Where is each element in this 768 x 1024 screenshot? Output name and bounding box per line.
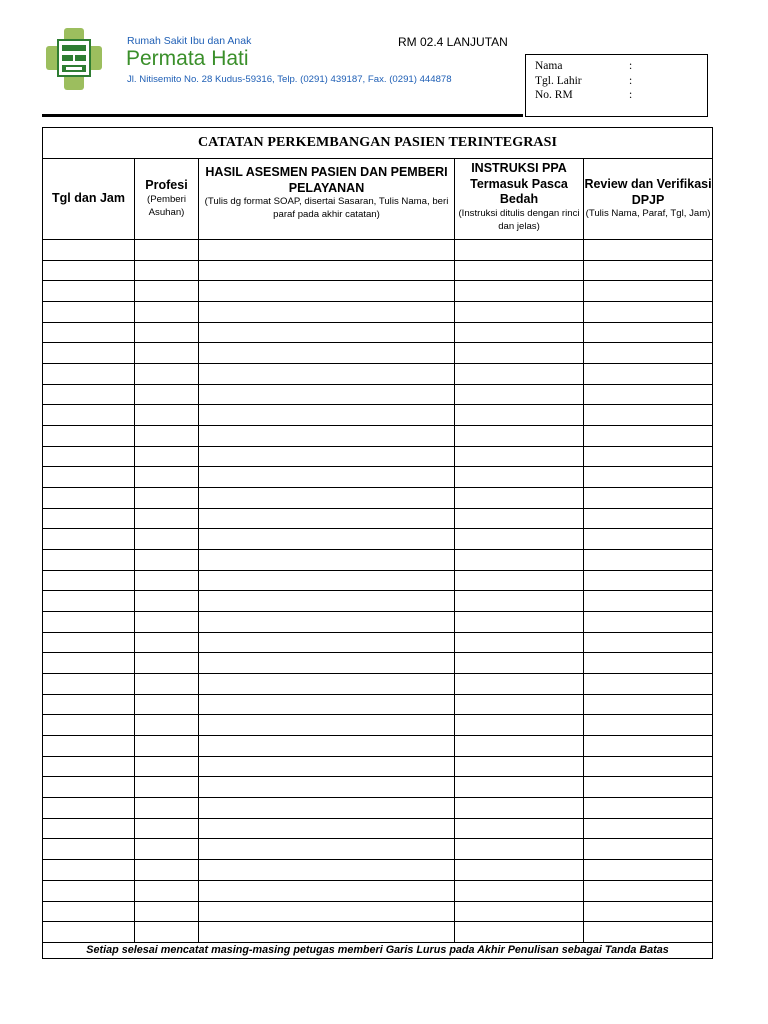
review-cell[interactable]	[584, 467, 713, 488]
profession-cell[interactable]	[135, 674, 199, 695]
review-cell[interactable]	[584, 736, 713, 757]
column-header-assessment	[199, 159, 455, 240]
date-time-cell[interactable]	[43, 384, 135, 405]
review-cell[interactable]	[584, 508, 713, 529]
profession-cell[interactable]	[135, 240, 199, 261]
review-cell[interactable]	[584, 839, 713, 860]
table-row	[43, 281, 713, 302]
date-time-cell[interactable]	[43, 529, 135, 550]
assessment-cell[interactable]	[199, 260, 455, 281]
date-time-cell[interactable]	[43, 736, 135, 757]
column-header-review	[584, 159, 713, 240]
date-time-cell[interactable]	[43, 446, 135, 467]
profession-cell[interactable]	[135, 446, 199, 467]
table-row	[43, 467, 713, 488]
assessment-cell[interactable]	[199, 281, 455, 302]
assessment-cell[interactable]	[199, 736, 455, 757]
instruction-cell[interactable]	[455, 715, 584, 736]
table-row	[43, 694, 713, 715]
profession-cell[interactable]	[135, 570, 199, 591]
instruction-cell[interactable]	[455, 860, 584, 881]
column-header-review-label: Review dan Verifikasi DPJP	[584, 176, 712, 207]
profession-cell[interactable]	[135, 777, 199, 798]
review-cell[interactable]	[584, 674, 713, 695]
review-cell[interactable]	[584, 426, 713, 447]
review-cell[interactable]	[584, 364, 713, 385]
patient-dob-label: Tgl. Lahir	[535, 75, 582, 87]
review-cell[interactable]	[584, 612, 713, 633]
date-time-cell[interactable]	[43, 860, 135, 881]
review-cell[interactable]	[584, 777, 713, 798]
table-row	[43, 343, 713, 364]
date-time-cell[interactable]	[43, 653, 135, 674]
assessment-cell[interactable]	[199, 591, 455, 612]
instruction-cell[interactable]	[455, 839, 584, 860]
table-row	[43, 426, 713, 447]
date-time-cell[interactable]	[43, 694, 135, 715]
table-row	[43, 922, 713, 943]
instruction-cell[interactable]	[455, 694, 584, 715]
review-cell[interactable]	[584, 405, 713, 426]
assessment-cell[interactable]	[199, 922, 455, 943]
date-time-cell[interactable]	[43, 901, 135, 922]
date-time-cell[interactable]	[43, 922, 135, 943]
review-cell[interactable]	[584, 302, 713, 323]
review-cell[interactable]	[584, 529, 713, 550]
profession-cell[interactable]	[135, 260, 199, 281]
table-row	[43, 715, 713, 736]
profession-cell[interactable]	[135, 508, 199, 529]
column-header-assessment-label: HASIL ASESMEN PASIEN DAN PEMBERI PELAYANAN	[205, 165, 448, 195]
instruction-cell[interactable]	[455, 260, 584, 281]
instruction-cell[interactable]	[455, 818, 584, 839]
assessment-cell[interactable]	[199, 322, 455, 343]
review-cell[interactable]	[584, 446, 713, 467]
profession-cell[interactable]	[135, 281, 199, 302]
date-time-cell[interactable]	[43, 798, 135, 819]
date-time-cell[interactable]	[43, 777, 135, 798]
table-row	[43, 550, 713, 571]
assessment-cell[interactable]	[199, 674, 455, 695]
instruction-cell[interactable]	[455, 240, 584, 261]
table-row	[43, 260, 713, 281]
profession-cell[interactable]	[135, 818, 199, 839]
table-row	[43, 529, 713, 550]
table-row	[43, 756, 713, 777]
table-row	[43, 446, 713, 467]
review-cell[interactable]	[584, 756, 713, 777]
date-time-cell[interactable]	[43, 405, 135, 426]
assessment-cell[interactable]	[199, 756, 455, 777]
profession-cell[interactable]	[135, 798, 199, 819]
assessment-cell[interactable]	[199, 570, 455, 591]
footer-note: Setiap selesai mencatat masing-masing petugas memberi Garis Lurus pada Akhir Penulisan sebagai Tanda Batas	[43, 942, 713, 958]
profession-cell[interactable]	[135, 467, 199, 488]
instruction-cell[interactable]	[455, 756, 584, 777]
instruction-cell[interactable]	[455, 922, 584, 943]
profession-cell[interactable]	[135, 756, 199, 777]
instruction-cell[interactable]	[455, 591, 584, 612]
review-cell[interactable]	[584, 281, 713, 302]
assessment-cell[interactable]	[199, 694, 455, 715]
header-divider	[42, 114, 523, 117]
table-row	[43, 302, 713, 323]
date-time-cell[interactable]	[43, 467, 135, 488]
column-header-date-time	[43, 159, 135, 240]
assessment-cell[interactable]	[199, 446, 455, 467]
assessment-cell[interactable]	[199, 364, 455, 385]
date-time-cell[interactable]	[43, 632, 135, 653]
profession-cell[interactable]	[135, 488, 199, 509]
instruction-cell[interactable]	[455, 777, 584, 798]
patient-name-colon: :	[629, 60, 633, 72]
date-time-cell[interactable]	[43, 818, 135, 839]
date-time-cell[interactable]	[43, 302, 135, 323]
date-time-cell[interactable]	[43, 880, 135, 901]
instruction-cell[interactable]	[455, 570, 584, 591]
instruction-cell[interactable]	[455, 364, 584, 385]
column-header-row	[43, 159, 713, 240]
instruction-cell[interactable]	[455, 343, 584, 364]
date-time-cell[interactable]	[43, 570, 135, 591]
profession-cell[interactable]	[135, 550, 199, 571]
profession-cell[interactable]	[135, 715, 199, 736]
assessment-cell[interactable]	[199, 612, 455, 633]
instruction-cell[interactable]	[455, 508, 584, 529]
instruction-cell[interactable]	[455, 880, 584, 901]
review-cell[interactable]	[584, 922, 713, 943]
column-header-instruction-label: INSTRUKSI PPA Termasuk Pasca Bedah	[470, 161, 568, 207]
hospital-name: Permata Hati	[126, 47, 249, 70]
date-time-cell[interactable]	[43, 839, 135, 860]
instruction-cell[interactable]	[455, 384, 584, 405]
assessment-cell[interactable]	[199, 632, 455, 653]
table-row	[43, 591, 713, 612]
table-row	[43, 653, 713, 674]
form-code: RM 02.4 LANJUTAN	[398, 35, 508, 49]
table-row	[43, 240, 713, 261]
assessment-cell[interactable]	[199, 839, 455, 860]
profession-cell[interactable]	[135, 901, 199, 922]
patient-rm-row	[535, 88, 633, 102]
table-row	[43, 736, 713, 757]
assessment-cell[interactable]	[199, 880, 455, 901]
instruction-cell[interactable]	[455, 736, 584, 757]
assessment-cell[interactable]	[199, 405, 455, 426]
profession-cell[interactable]	[135, 880, 199, 901]
progress-notes-table	[42, 127, 713, 959]
review-cell[interactable]	[584, 860, 713, 881]
date-time-cell[interactable]	[43, 260, 135, 281]
column-header-assessment-note: (Tulis dg format SOAP, disertai Sasaran, Tulis Nama, beri paraf pada akhir catatan)	[204, 196, 449, 221]
column-header-profession	[135, 159, 199, 240]
review-cell[interactable]	[584, 550, 713, 571]
review-cell[interactable]	[584, 591, 713, 612]
review-cell[interactable]	[584, 880, 713, 901]
table-row	[43, 488, 713, 509]
profession-cell[interactable]	[135, 302, 199, 323]
table-body	[43, 240, 713, 943]
column-header-profession-note: (Pemberi Asuhan)	[147, 193, 186, 218]
profession-cell[interactable]	[135, 839, 199, 860]
instruction-cell[interactable]	[455, 405, 584, 426]
date-time-cell[interactable]	[43, 612, 135, 633]
instruction-cell[interactable]	[455, 674, 584, 695]
assessment-cell[interactable]	[199, 343, 455, 364]
assessment-cell[interactable]	[199, 550, 455, 571]
profession-cell[interactable]	[135, 529, 199, 550]
review-cell[interactable]	[584, 384, 713, 405]
instruction-cell[interactable]	[455, 798, 584, 819]
assessment-cell[interactable]	[199, 901, 455, 922]
review-cell[interactable]	[584, 901, 713, 922]
date-time-cell[interactable]	[43, 488, 135, 509]
hospital-type: Rumah Sakit Ibu dan Anak	[127, 35, 252, 47]
review-cell[interactable]	[584, 322, 713, 343]
patient-identity-box	[525, 54, 708, 117]
profession-cell[interactable]	[135, 322, 199, 343]
assessment-cell[interactable]	[199, 860, 455, 881]
patient-dob-colon: :	[629, 75, 633, 87]
date-time-cell[interactable]	[43, 281, 135, 302]
assessment-cell[interactable]	[199, 240, 455, 261]
patient-rm-label: No. RM	[535, 89, 573, 101]
review-cell[interactable]	[584, 818, 713, 839]
column-header-instruction-note: (Instruksi ditulis dengan rinci dan jelas)	[458, 207, 580, 232]
table-title: CATATAN PERKEMBANGAN PASIEN TERINTEGRASI	[43, 128, 713, 159]
table-row	[43, 860, 713, 881]
review-cell[interactable]	[584, 343, 713, 364]
assessment-cell[interactable]	[199, 508, 455, 529]
column-header-profession-label: Profesi	[145, 178, 188, 193]
column-header-instruction	[455, 159, 584, 240]
profession-cell[interactable]	[135, 426, 199, 447]
profession-cell[interactable]	[135, 612, 199, 633]
profession-cell[interactable]	[135, 343, 199, 364]
patient-rm-colon: :	[629, 89, 633, 101]
table-row	[43, 674, 713, 695]
assessment-cell[interactable]	[199, 384, 455, 405]
date-time-cell[interactable]	[43, 426, 135, 447]
profession-cell[interactable]	[135, 694, 199, 715]
instruction-cell[interactable]	[455, 302, 584, 323]
patient-name-label: Nama	[535, 60, 563, 72]
date-time-cell[interactable]	[43, 508, 135, 529]
table-row	[43, 839, 713, 860]
profession-cell[interactable]	[135, 591, 199, 612]
date-time-cell[interactable]	[43, 715, 135, 736]
profession-cell[interactable]	[135, 405, 199, 426]
review-cell[interactable]	[584, 488, 713, 509]
instruction-cell[interactable]	[455, 529, 584, 550]
review-cell[interactable]	[584, 798, 713, 819]
table-row	[43, 818, 713, 839]
assessment-cell[interactable]	[199, 488, 455, 509]
profession-cell[interactable]	[135, 922, 199, 943]
patient-name-row	[535, 59, 633, 73]
instruction-cell[interactable]	[455, 446, 584, 467]
date-time-cell[interactable]	[43, 322, 135, 343]
table-row	[43, 384, 713, 405]
table-row	[43, 322, 713, 343]
assessment-cell[interactable]	[199, 302, 455, 323]
date-time-cell[interactable]	[43, 364, 135, 385]
review-cell[interactable]	[584, 260, 713, 281]
review-cell[interactable]	[584, 240, 713, 261]
instruction-cell[interactable]	[455, 612, 584, 633]
table-row	[43, 612, 713, 633]
patient-dob-row	[535, 74, 633, 88]
assessment-cell[interactable]	[199, 529, 455, 550]
date-time-cell[interactable]	[43, 674, 135, 695]
profession-cell[interactable]	[135, 364, 199, 385]
profession-cell[interactable]	[135, 632, 199, 653]
instruction-cell[interactable]	[455, 632, 584, 653]
review-cell[interactable]	[584, 694, 713, 715]
assessment-cell[interactable]	[199, 777, 455, 798]
table-row	[43, 508, 713, 529]
instruction-cell[interactable]	[455, 426, 584, 447]
column-header-date-time-label: Tgl dan Jam	[52, 191, 125, 206]
date-time-cell[interactable]	[43, 756, 135, 777]
assessment-cell[interactable]	[199, 715, 455, 736]
instruction-cell[interactable]	[455, 550, 584, 571]
hospital-cross-logo-icon	[44, 26, 104, 92]
assessment-cell[interactable]	[199, 818, 455, 839]
review-cell[interactable]	[584, 715, 713, 736]
assessment-cell[interactable]	[199, 653, 455, 674]
profession-cell[interactable]	[135, 384, 199, 405]
table-row	[43, 364, 713, 385]
assessment-cell[interactable]	[199, 467, 455, 488]
table-row	[43, 901, 713, 922]
table-row	[43, 570, 713, 591]
instruction-cell[interactable]	[455, 653, 584, 674]
table-row	[43, 798, 713, 819]
date-time-cell[interactable]	[43, 550, 135, 571]
date-time-cell[interactable]	[43, 240, 135, 261]
profession-cell[interactable]	[135, 736, 199, 757]
instruction-cell[interactable]	[455, 467, 584, 488]
table-row	[43, 880, 713, 901]
instruction-cell[interactable]	[455, 901, 584, 922]
profession-cell[interactable]	[135, 653, 199, 674]
date-time-cell[interactable]	[43, 591, 135, 612]
table-row	[43, 777, 713, 798]
assessment-cell[interactable]	[199, 426, 455, 447]
review-cell[interactable]	[584, 653, 713, 674]
instruction-cell[interactable]	[455, 488, 584, 509]
review-cell[interactable]	[584, 570, 713, 591]
hospital-address: Jl. Nitisemito No. 28 Kudus-59316, Telp. (0291) 439187, Fax. (0291) 444878	[127, 74, 452, 85]
instruction-cell[interactable]	[455, 322, 584, 343]
date-time-cell[interactable]	[43, 343, 135, 364]
table-row	[43, 632, 713, 653]
assessment-cell[interactable]	[199, 798, 455, 819]
review-cell[interactable]	[584, 632, 713, 653]
profession-cell[interactable]	[135, 860, 199, 881]
instruction-cell[interactable]	[455, 281, 584, 302]
table-row	[43, 405, 713, 426]
column-header-review-note: (Tulis Nama, Paraf, Tgl, Jam)	[585, 208, 711, 220]
